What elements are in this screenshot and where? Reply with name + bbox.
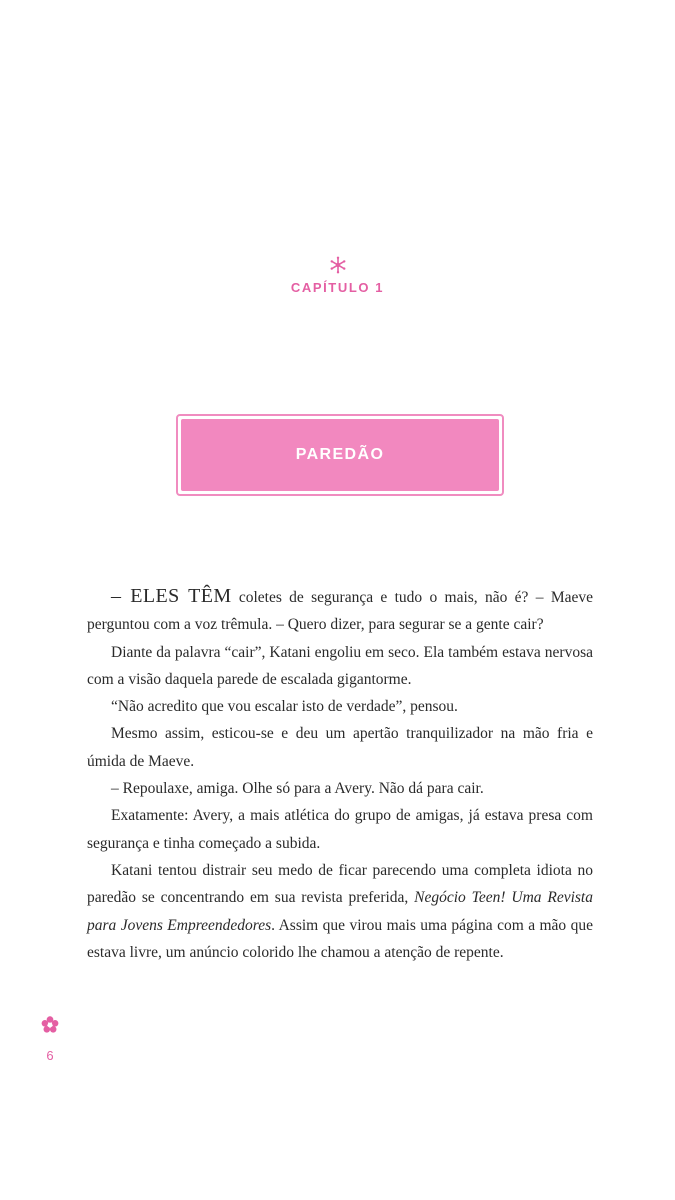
paragraph-2: Diante da palavra “cair”, Katani engoliu em seco. Ela também estava nervosa com a visão daquela parede de escalada gigantorme. [87,643,593,688]
page-number: 6 [46,1048,54,1063]
chapter-body [87,583,593,966]
paragraph-6: Exatamente: Avery, a mais atlética do grupo de amigas, já estava presa com segurança e tinha começado a subida. [87,807,593,852]
chapter-title-box [176,414,504,496]
snowflake-ornament-icon [329,256,347,274]
paragraph-1-text: coletes de segurança e tudo o mais, não é? – Maeve perguntou com a voz trêmula. – Quero dizer, para segurar se a gente cair? [87,589,593,634]
chapter-title: PAREDÃO [295,446,385,463]
paragraph-4: Mesmo assim, esticou-se e deu um apertão tranquilizador na mão fria e úmida de Maeve. [87,725,593,770]
paragraph-lead: – ELES TÊM [111,585,232,607]
chapter-label: CAPÍTULO 1 [290,280,385,295]
paragraph-3: “Não acredito que vou escalar isto de verdade”, pensou. [111,698,458,716]
paragraph-5: – Repoulaxe, amiga. Olhe só para a Avery. Não dá para cair. [111,780,484,798]
magazine-title: Negócio Teen! Uma Revista para Jovens Empreendedores [87,889,593,934]
paragraph-7-text-end: . Assim que virou mais uma página com a mão que estava livre, um anúncio colorido lhe chamou a atenção de repente. [87,916,593,961]
paragraph-7-text-start: Katani tentou distrair seu medo de ficar parecendo uma completa idiota no paredão se concentrando em sua revista preferida, [87,861,593,907]
paragraph-1 [87,583,593,639]
flower-icon [41,1016,59,1034]
paragraph-7 [87,857,593,966]
chapter-title-fill [181,419,499,491]
